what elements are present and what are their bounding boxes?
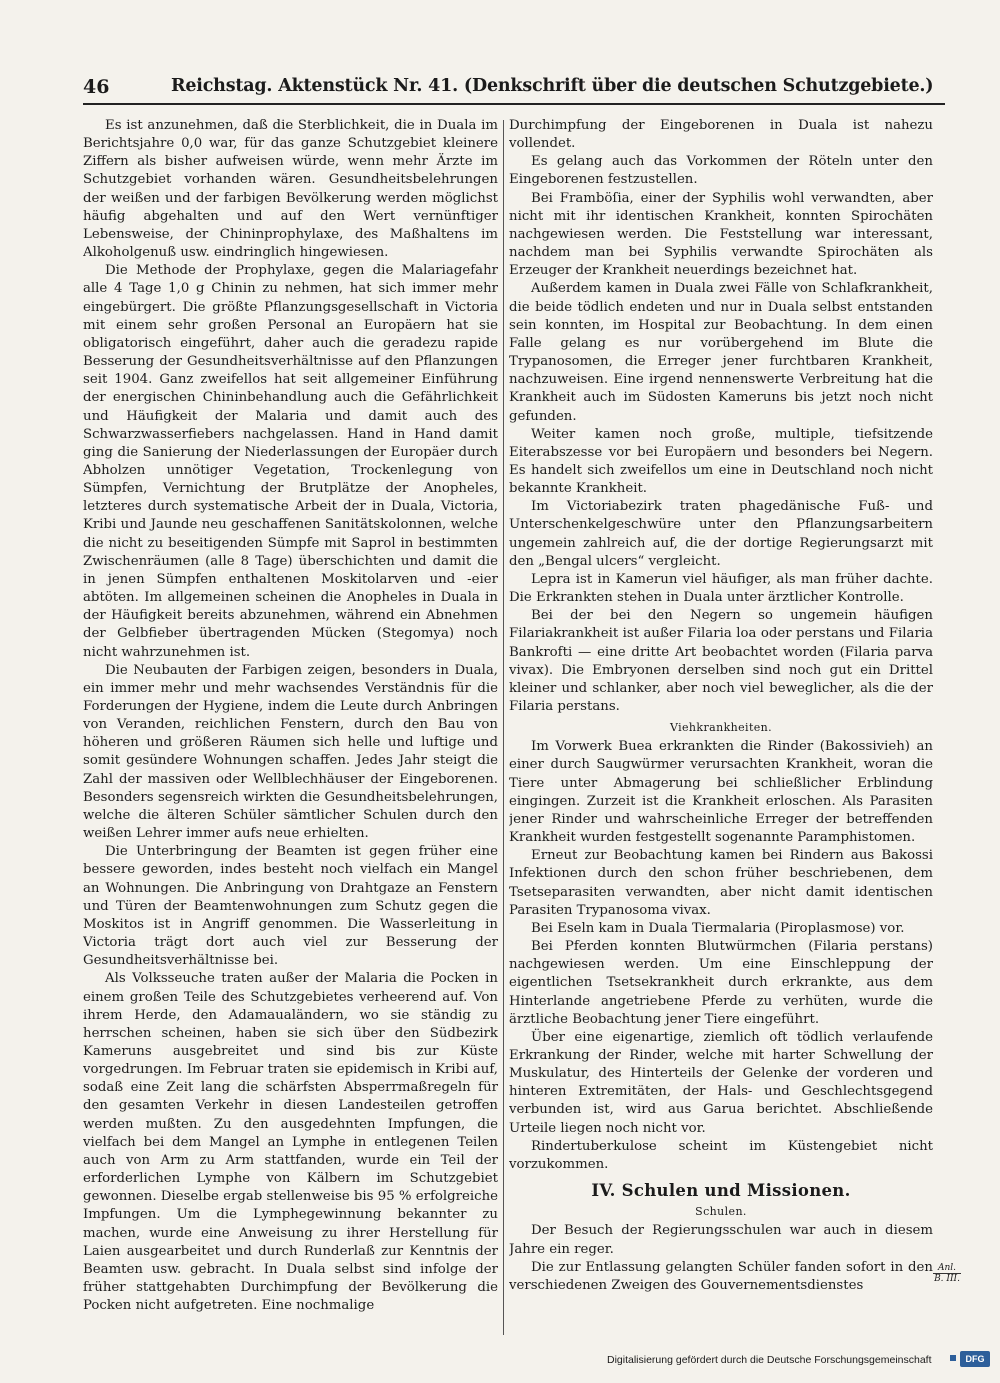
paragraph: Die Neubauten der Farbigen zeigen, besonders in Duala, ein immer mehr und mehr wachsendes Verständnis für die Forderungen der Hygiene, indem die Leute durch Anbringen von Veranden, reichlichen Fenstern, durch den Bau von höheren und größeren Räumen sich helle und luftige und somit gesündere Wohnungen schaffen. Jedes Jahr steigt die Zahl der massiven oder Wellblechhäuser der Eingeborenen. Besonders segensreich wirkten die Gesundheitsbelehrungen, welche die älteren Schüler sämtlicher Schulen durch den weißen Lehrer immer aufs neue erhielten.	[83, 662, 498, 842]
dfg-logo: DFG	[960, 1351, 990, 1367]
paragraph: Die zur Entlassung gelangten Schüler fanden sofort in den verschiedenen Zweigen des Gouvernementsdienstes	[509, 1259, 933, 1293]
paragraph: Die Methode der Prophylaxe, gegen die Malariagefahr alle 4 Tage 1,0 g Chinin zu nehmen, hat sich immer mehr eingebürgert. Die größte Pflanzungsgesellschaft in Victoria mit einem sehr großen Personal an Europäern hat sie obligatorisch eingeführt, daher auch die geradezu rapide Besserung der Gesundheitsverhältnisse auf den Pflanzungen seit 1904. Ganz zweifellos hat seit allgemeiner Einführung der energischen Chininbehandlung auch die Gefährlichkeit und Häufigkeit der Malaria und damit auch des Schwarzwasserfiebers nachgelassen. Hand in Hand damit ging die Sanierung der Niederlassungen der Europäer durch Abholzen unnötiger Vegetation, Trockenlegung von Sümpfen, Vernichtung der Brutplätze der Anopheles, letzteres durch systematische Arbeit der in Duala, Victoria, Kribi und Jaunde neu geschaffenen Sanitätskolonnen, welche die nicht zu beseitigenden Sümpfe mit Saprol in bestimmten Zwischenräumen (alle 8 Tage) überschichten und damit die in jenen Sümpfen enthaltenen Moskitolarven und -eier abtöten. Im allgemeinen scheinen die Anopheles in Duala in der Häufigkeit bereits abzunehmen, während ein Abnehmen der Gelbfieber übertragenden Mücken (Stegomya) noch nicht wahrzunehmen ist.	[83, 263, 498, 660]
separator-icon	[950, 1355, 956, 1361]
margin-note-line1: Anl.	[937, 1263, 957, 1273]
paragraph: Im Victoriabezirk traten phagedänische Fuß- und Unterschenkelgeschwüre unter den Pflanzungsarbeitern ungemein zahlreich auf, die der dortige Regierungsarzt mit den „Bengal ulcers“ vergleicht.	[509, 499, 933, 569]
column-divider	[503, 120, 504, 1335]
header-rule	[83, 103, 945, 105]
paragraph: Lepra ist in Kamerun viel häufiger, als man früher dachte. Die Erkrankten stehen in Duala unter ärztlicher Kontrolle.	[509, 571, 933, 606]
paragraph: Rindertuberkulose scheint im Küstengebiet nicht vorzukommen.	[509, 1138, 933, 1172]
left-column	[83, 117, 498, 1329]
running-title: Reichstag. Aktenstück Nr. 41. (Denkschrift über die deutschen Schutzgebiete.)	[171, 76, 934, 96]
paragraph: Weiter kamen noch große, multiple, tiefsitzende Eiterabszesse vor bei Europäern und besonders bei Negern. Es handelt sich zweifellos um eine in Deutschland noch nicht bekannte Krankheit.	[509, 426, 933, 497]
paragraph: Bei Pferden konnten Blutwürmchen (Filaria perstans) nachgewiesen werden. Um eine Einschleppung der eigentlichen Tsetsekrankheit durch erkrankte, aus dem Hinterlande angetriebene Pferde zu verhüten, wurde die ärztliche Beobachtung jener Tiere eingeführt.	[509, 939, 933, 1027]
footer	[607, 1351, 987, 1371]
subheading-schulen: Schulen.	[695, 1205, 747, 1219]
subheading-viehkrankheiten: Viehkrankheiten.	[669, 721, 773, 735]
paragraph: Im Vorwerk Buea erkrankten die Rinder (Bakossivieh) an einer durch Saugwürmer verursachten Krankheit, woran die Tiere unter Abmagerung bei schließlicher Erblindung eingingen. Zurzeit ist die Krankheit erloschen. Als Parasiten jener Rinder und wahrscheinliche Erreger der betreffenden Krankheit wurden festgestellt sogenannte Paramphistomen.	[509, 739, 933, 846]
paragraph-continuation: Durchimpfung der Eingeborenen in Duala ist nahezu vollendet.	[509, 118, 933, 152]
paragraph: Bei der bei den Negern so ungemein häufigen Filariakrankheit ist außer Filaria loa oder perstans und Filaria Bankrofti — eine dritte Art beobachtet worden (Filaria parva vivax). Die Embryonen derselben sind noch gut ein Drittel kleiner und schlanker, aber noch viel beweglicher, als die der Filaria perstans.	[509, 608, 933, 714]
page-number: 46	[83, 76, 110, 98]
paragraph: Außerdem kamen in Duala zwei Fälle von Schlafkrankheit, die beide tödlich endeten und nur in Duala selbst entstanden sein konnten, im Hospital zur Beobachtung. In dem einen Falle gelang es nur vorübergehend im Blute die Trypanosomen, die Erreger jener furchtbaren Krankheit, nachzuweisen. Eine irgend nennenswerte Verbreitung hat die Krankheit auch im Südosten Kameruns bis jetzt noch nicht gefunden.	[509, 281, 933, 424]
right-column	[509, 117, 933, 1329]
paragraph: Es ist anzunehmen, daß die Sterblichkeit, die in Duala im Berichtsjahre 0,0 war, für das ganze Schutzgebiet kleinere Ziffern als bisher aufweisen würde, wenn mehr Ärzte im Schutzgebiet vorhanden wären. Gesundheitsbelehrungen der weißen und der farbigen Bevölkerung werden möglichst häufig abgehalten und auf den Wert vernünftiger Lebensweise, der Chininprophylaxe, des Maßhaltens im Alkoholgenuß usw. eindringlich hingewiesen.	[83, 118, 498, 261]
margin-note	[933, 1263, 961, 1284]
margin-note-line2: B. III.	[934, 1274, 960, 1284]
paragraph: Erneut zur Beobachtung kamen bei Rindern aus Bakossi Infektionen durch den schon früher beschriebenen, dem Tsetseparasiten verwandten, aber nicht damit identischen Parasiten Trypanosoma vivax.	[509, 848, 933, 918]
paragraph: Der Besuch der Regierungsschulen war auch in diesem Jahre ein reger.	[509, 1223, 933, 1257]
paragraph: Bei Eseln kam in Duala Tiermalaria (Piroplasmose) vor.	[531, 920, 905, 936]
paragraph: Bei Framböſia, einer der Syphilis wohl verwandten, aber nicht mit ihr identischen Krankheit, konnten Spirochäten nachgewiesen werden. Die Feststellung war interessant, nachdem man bei Syphilis verwandte Spirochäten als Erzeuger der Krankheit neuerdings bezeichnet hat.	[509, 190, 933, 279]
page-header	[83, 74, 943, 102]
paragraph: Es gelang auch das Vorkommen der Röteln unter den Eingeborenen festzustellen.	[509, 154, 933, 188]
footer-text: Digitalisierung gefördert durch die Deutsche Forschungsgemeinschaft	[607, 1354, 932, 1366]
paragraph: Über eine eigenartige, ziemlich oft tödlich verlaufende Erkrankung der Rinder, welche mit harter Schwellung der Muskulatur, des Hinterteils der Gelenke der vorderen und hinteren Extremitäten, der Hals- und Geschlechtsgegend verbunden ist, wird aus Garua berichtet. Abschließende Urteile liegen noch nicht vor.	[509, 1029, 933, 1136]
paragraph: Die Unterbringung der Beamten ist gegen früher eine bessere geworden, indes besteht noch vielfach ein Mangel an Wohnungen. Die Anbringung von Drahtgaze an Fenstern und Türen der Beamtenwohnungen zum Schutz gegen die Moskitos ist in Angriff genommen. Die Wasserleitung in Victoria trägt dort auch viel zur Besserung der Gesundheitsverhältnisse bei.	[83, 844, 498, 969]
section-heading: IV. Schulen und Missionen.	[591, 1181, 851, 1201]
paragraph: Als Volksseuche traten außer der Malaria die Pocken in einem großen Teile des Schutzgebietes verheerend auf. Von ihrem Herde, den Adamaualändern, wo sie ständig zu herrschen scheinen, haben sie sich über den Südbezirk Kameruns ausgebreitet und sind bis zur Küste vorgedrungen. Im Februar traten sie epidemisch in Kribi auf, sodaß eine Zeit lang die schärfsten Absperrmaßregeln für den gesamten Verkehr in diesen Landesteilen getroffen werden mußten. Zu den ausgedehnten Impfungen, die vielfach bei dem Mangel an Lymphe in entlegenen Teilen auch von Arm zu Arm stattfanden, wurde ein Teil der erforderlichen Lymphe von Kälbern im Schutzgebiet gewonnen. Dieselbe ergab stellenweise bis 95 % erfolgreiche Impfungen. Um die Lymphegewinnung bekannter zu machen, wurde eine Anweisung zu ihrer Herstellung für Laien ausgearbeitet und durch Runderlaß zur Kenntnis der Beamten usw. gebracht. In Duala selbst sind infolge der früher stattgehabten Durchimpfung der Bevölkerung die Pocken nicht aufgetreten. Eine nochmalige	[83, 971, 498, 1314]
